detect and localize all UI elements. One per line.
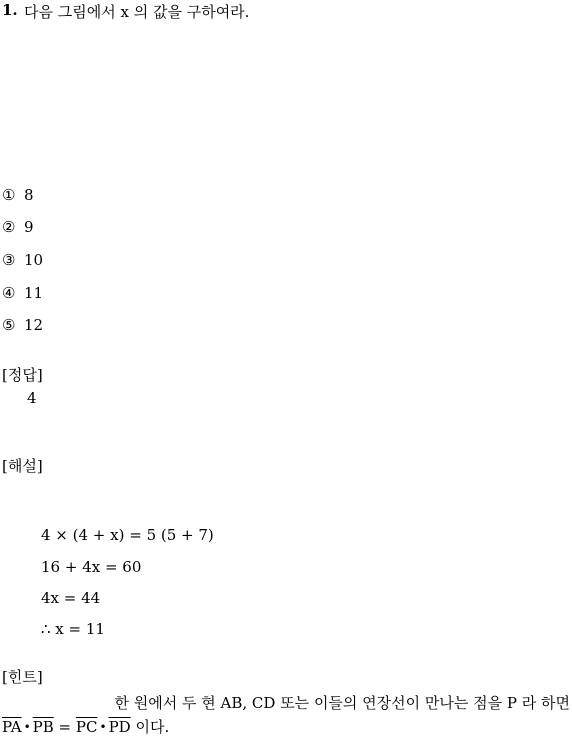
choice-value: 11: [24, 284, 44, 302]
explanation-step-2: 16 + 4x = 60: [41, 558, 142, 576]
choice-value: 9: [24, 218, 34, 236]
question-number: 1.: [2, 1, 18, 19]
question-text: 다음 그림에서 x 의 값을 구하여라.: [24, 3, 250, 21]
dot-operator: •: [99, 720, 107, 734]
hint-tail: 이다.: [135, 718, 170, 736]
choice-mark: ③: [2, 251, 16, 269]
choice-4[interactable]: [2, 284, 43, 302]
dot-operator: •: [23, 720, 31, 734]
choice-3[interactable]: [2, 251, 43, 269]
choice-mark: ①: [2, 186, 16, 204]
equals-sign: =: [58, 718, 72, 736]
hint-formula: [2, 716, 169, 737]
choice-mark: ⑤: [2, 316, 16, 334]
choice-value: 12: [24, 316, 44, 334]
choice-value: 8: [24, 186, 34, 204]
choice-value: 10: [24, 251, 44, 269]
hint-text: 한 원에서 두 현 AB, CD 또는 이들의 연장선이 만나는 점을 P 라 하면: [114, 694, 570, 712]
hint-label: [힌트]: [2, 668, 43, 686]
explanation-step-1: 4 × (4 + x) = 5 (5 + 7): [41, 526, 214, 544]
choice-1[interactable]: [2, 186, 34, 204]
explanation-label: [해설]: [2, 457, 43, 475]
answer-label: [정답]: [2, 366, 43, 384]
explanation-step-4: ∴ x = 11: [41, 620, 105, 638]
segment-pa: $\overline{PA}$: [2, 718, 22, 736]
segment-pb: $\overline{PB}$: [32, 718, 54, 736]
answer-value: 4: [27, 389, 37, 407]
choice-5[interactable]: [2, 316, 43, 334]
choice-mark: ②: [2, 218, 16, 236]
segment-pd: $\overline{PD}$: [108, 718, 131, 736]
segment-pc: $\overline{PC}$: [75, 718, 98, 736]
explanation-step-3: 4x = 44: [41, 589, 101, 607]
choice-mark: ④: [2, 284, 16, 302]
choice-2[interactable]: [2, 218, 34, 236]
